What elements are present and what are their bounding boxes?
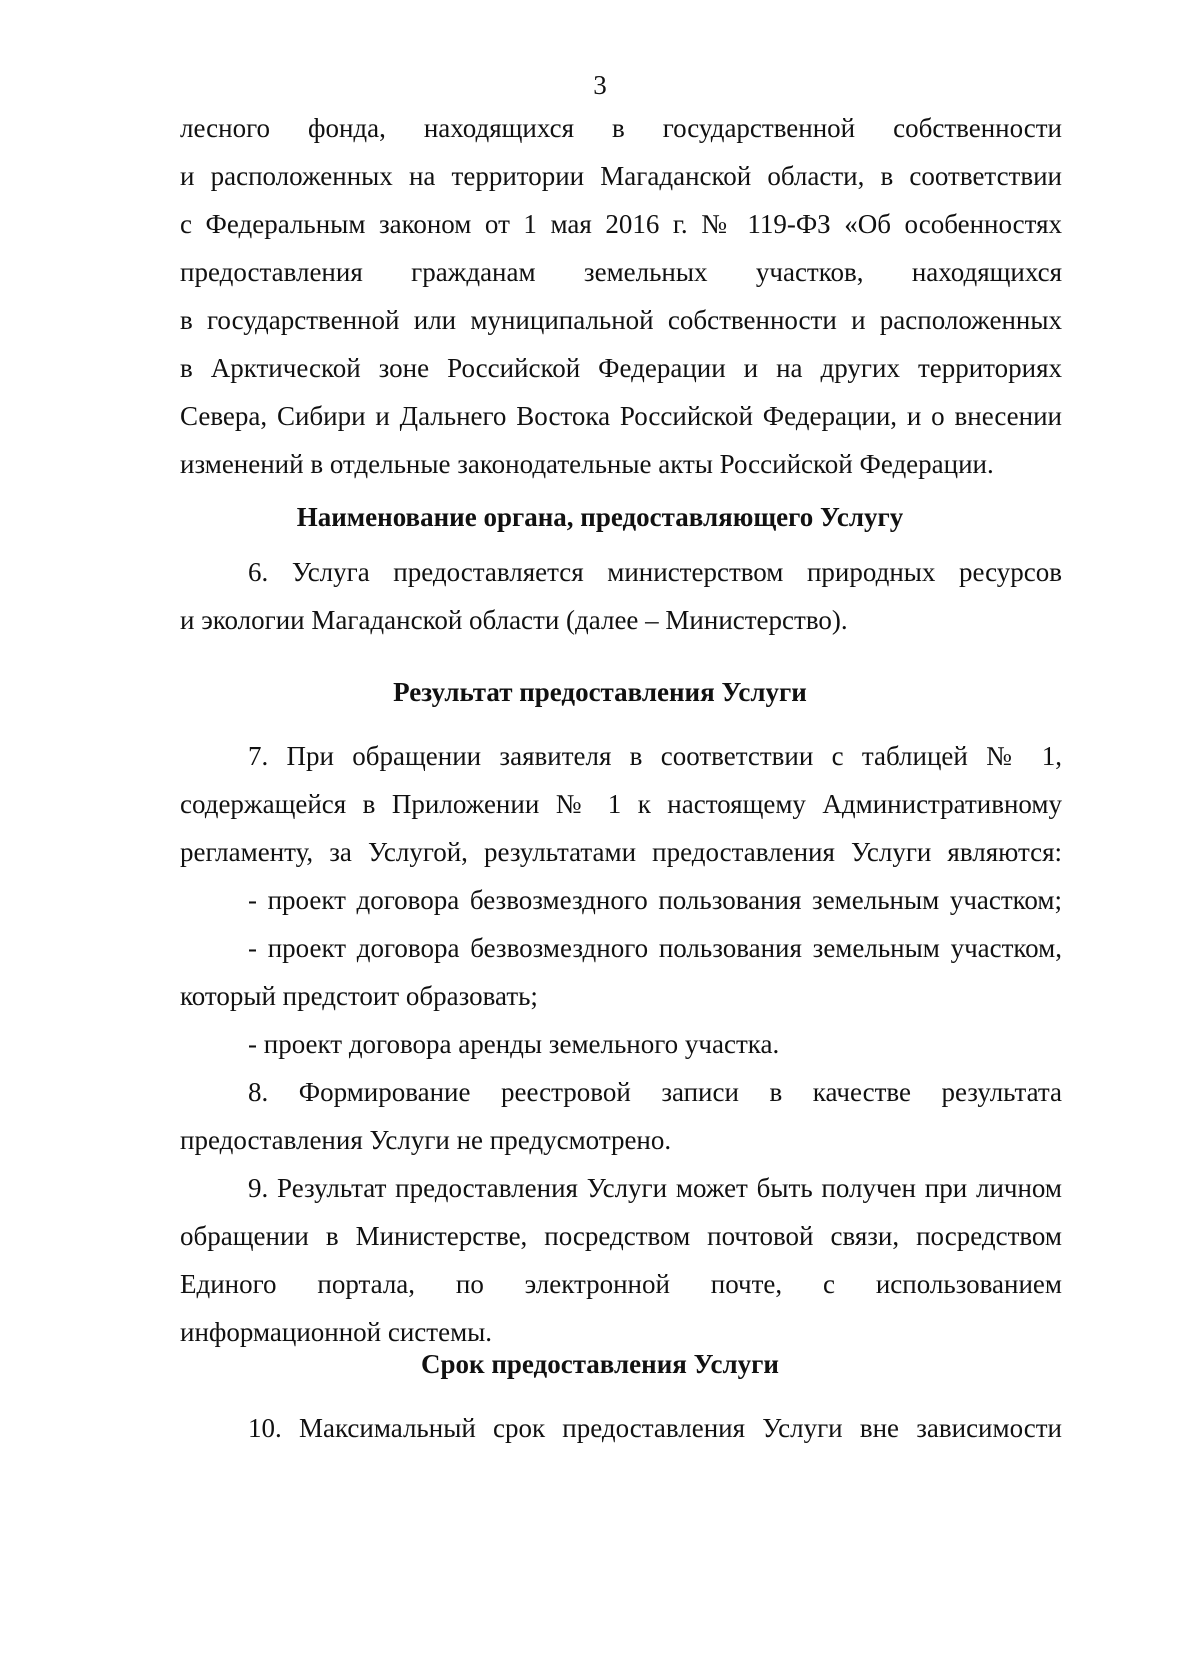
text-line: - проект договора безвозмездного пользования земельным участком,: [248, 933, 1062, 963]
text-line: Единого портала, по электронной почте, с использованием: [180, 1269, 1062, 1299]
text-line: обращении в Министерстве, посредством почтовой связи, посредством: [180, 1221, 1062, 1251]
section-heading: Наименование органа, предоставляющего Услугу: [296, 502, 904, 532]
text-line: лесного фонда, находящихся в государственной собственности: [180, 113, 1062, 143]
text-line: в государственной или муниципальной собственности и расположенных: [180, 305, 1062, 335]
text-line: содержащейся в Приложении № 1 к настоящему Административному: [180, 789, 1062, 819]
text-line: 7. При обращении заявителя в соответствии с таблицей № 1,: [248, 741, 1062, 771]
text-line: который предстоит образовать;: [180, 981, 538, 1011]
text-line: 10. Максимальный срок предоставления Услуги вне зависимости: [248, 1413, 1062, 1443]
text-line: с Федеральным законом от 1 мая 2016 г. № 119-ФЗ «Об особенностях: [180, 209, 1062, 239]
text-line: и экологии Магаданской области (далее – Министерство).: [180, 605, 848, 635]
text-line: информационной системы.: [180, 1317, 493, 1347]
paragraph-10: [180, 1404, 1062, 1452]
text-line: - проект договора безвозмездного пользования земельным участком;: [248, 885, 1062, 915]
text-line: регламенту, за Услугой, результатами предоставления Услуги являются:: [180, 837, 1062, 867]
text-line: Севера, Сибири и Дальнего Востока Российской Федерации, и о внесении: [180, 401, 1062, 431]
section-heading: Срок предоставления Услуги: [421, 1349, 779, 1379]
text-line: 9. Результат предоставления Услуги может быть получен при личном: [248, 1173, 1062, 1203]
text-line: 8. Формирование реестровой записи в качестве результата: [248, 1077, 1062, 1107]
text-line: 6. Услуга предоставляется министерством природных ресурсов: [248, 557, 1062, 587]
text-line: и расположенных на территории Магаданской области, в соответствии: [180, 161, 1062, 191]
text-line: в Арктической зоне Российской Федерации и на других территориях: [180, 353, 1062, 383]
section-heading: Результат предоставления Услуги: [393, 677, 807, 707]
text-line: предоставления Услуги не предусмотрено.: [180, 1125, 672, 1155]
paragraph-6: [180, 548, 1062, 644]
text-line: изменений в отдельные законодательные акты Российской Федерации.: [180, 449, 994, 479]
paragraph-continuation: [180, 104, 1062, 488]
paragraphs-7-9: [180, 732, 1062, 1356]
text-line: - проект договора аренды земельного участка.: [248, 1029, 780, 1059]
text-line: предоставления гражданам земельных участков, находящихся: [180, 257, 1062, 287]
page-number: 3: [593, 70, 607, 100]
